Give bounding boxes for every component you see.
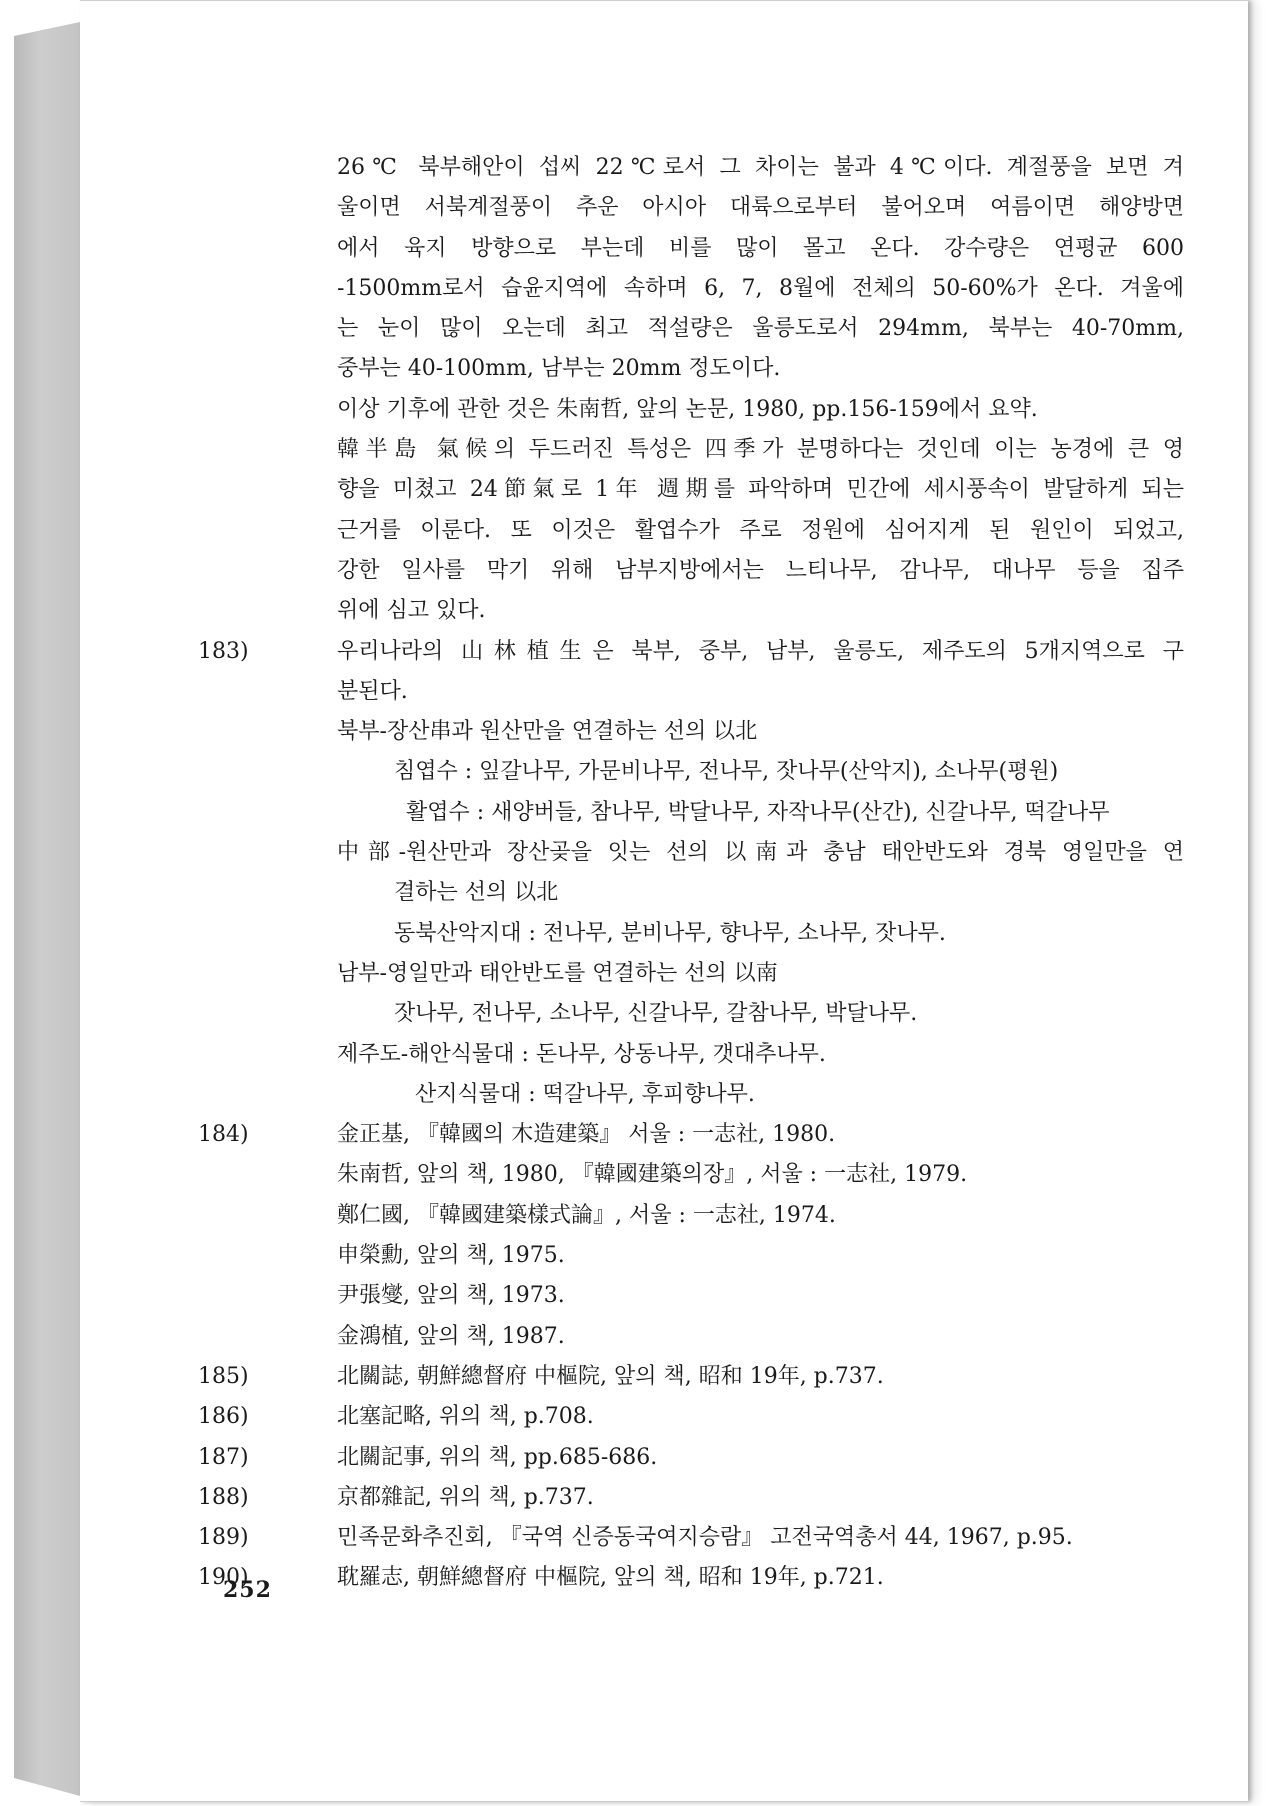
line-text: 위에 심고 있다. [337,598,486,624]
line-text: 北塞記略, 위의 책, p.708. [337,1404,594,1430]
line-text: 활엽수 : 새양버들, 참나무, 박달나무, 자작나무(산간), 신갈나무, 떡갈나무 [406,799,1110,825]
line-text: 결하는 선의 以北 [394,880,559,906]
text-line [198,833,1188,873]
line-text: 尹張燮, 앞의 책, 1973. [337,1283,565,1309]
line-text: 제주도-해안식물대 : 돈나무, 상동나무, 갯대추나무. [337,1041,826,1067]
footnote-number: 185) [198,1363,249,1389]
text-line [198,752,1188,792]
book-spine [14,22,80,1796]
line-text: 申榮勳, 앞의 책, 1975. [337,1243,565,1269]
line-text: 분된다. [337,678,408,704]
line-text: 韓半島 氣候의 두드러진 특성은 四季가 분명하다는 것인데 이는 농경에 큰 영 [337,437,1184,463]
line-text: 침엽수 : 잎갈나무, 가문비나무, 전나무, 잣나무(산악지), 소나무(평원) [394,759,1059,785]
footnote-number: 184) [198,1122,249,1148]
text-line [198,309,1188,349]
footnote-line [198,1478,1188,1518]
footnote-line [198,1518,1188,1558]
footnote-line [198,1397,1188,1437]
text-line [198,914,1188,954]
text-line [198,954,1188,994]
text-line [198,349,1188,389]
line-text: 耽羅志, 朝鮮總督府 中樞院, 앞의 책, 昭和 19年, p.721. [337,1565,884,1591]
footnote-line [198,1357,1188,1397]
line-text: 北關誌, 朝鮮總督府 中樞院, 앞의 책, 昭和 19年, p.737. [337,1363,884,1389]
line-text: 민족문화추진회, 『국역 신증동국여지승람』 고전국역총서 44, 1967, p.95. [337,1525,1073,1551]
text-line [198,672,1188,712]
footnote-number: 190) [198,1565,249,1591]
line-text: 향을 미쳤고 24節氣로 1年 週期를 파악하며 민간에 세시풍속이 발달하게 되는 [337,477,1184,503]
footnote-line [198,1115,1188,1155]
line-text: 金鴻植, 앞의 책, 1987. [337,1323,565,1349]
line-text: 우리나라의 山林植生은 북부, 중부, 남부, 울릉도, 제주도의 5개지역으로 구 [337,638,1184,664]
text-line [198,1317,1188,1357]
line-text: 강한 일사를 막기 위해 남부지방에서는 느티나무, 감나무, 대나무 등을 집주 [337,557,1184,583]
text-line [198,591,1188,631]
line-text: 북부-장산串과 원산만을 연결하는 선의 以北 [337,719,758,745]
footnote-number: 189) [198,1525,249,1551]
text-line [198,1075,1188,1115]
line-text: 근거를 이룬다. 또 이것은 활엽수가 주로 정원에 심어지게 된 원인이 되었고, [337,517,1184,543]
line-text: 동북산악지대 : 전나무, 분비나무, 향나무, 소나무, 잣나무. [394,920,946,946]
line-text: 잣나무, 전나무, 소나무, 신갈나무, 갈참나무, 박달나무. [394,1001,918,1027]
text-line [198,430,1188,470]
line-text: 에서 육지 방향으로 부는데 비를 많이 몰고 온다. 강수량은 연평균 600 [337,235,1184,261]
line-text: 朱南哲, 앞의 책, 1980, 『韓國建築의장』, 서울 : 一志社, 1979. [337,1162,968,1188]
line-text: 京都雜記, 위의 책, p.737. [337,1484,594,1510]
text-line [198,269,1188,309]
line-text: 남부-영일만과 태안반도를 연결하는 선의 以南 [337,960,778,986]
line-text: 鄭仁國, 『韓國建築樣式論』, 서울 : 一志社, 1974. [337,1202,836,1228]
text-line [198,390,1188,430]
line-text: 울이면 서북계절풍이 추운 아시아 대륙으로부터 불어오며 여름이면 해양방면 [337,195,1184,221]
line-text: 산지식물대 : 떡갈나무, 후피향나무. [415,1081,755,1107]
line-text: 中部-원산만과 장산곶을 잇는 선의 以南과 충남 태안반도와 경북 영일만을 연 [337,840,1184,866]
text-line [198,873,1188,913]
footnote-number: 186) [198,1404,249,1430]
text-line [198,470,1188,510]
text-line [198,511,1188,551]
footnote-number: 183) [198,638,249,664]
text-line [198,188,1188,228]
text-line [198,1236,1188,1276]
footnote-number: 187) [198,1444,249,1470]
page-number: 252 [223,1577,272,1603]
line-text: -1500mm로서 습윤지역에 속하며 6, 7, 8월에 전체의 50-60%가 온다. 겨울에 [337,275,1184,301]
text-line [198,148,1188,188]
text-line [198,1035,1188,1075]
text-line [198,1155,1188,1195]
text-line [198,793,1188,833]
line-text: 중부는 40-100mm, 남부는 20mm 정도이다. [337,356,781,382]
line-text: 이상 기후에 관한 것은 朱南哲, 앞의 논문, 1980, pp.156-159에서 요약. [337,396,1038,422]
line-text: 26℃ 북부해안이 섭씨 22℃로서 그 차이는 불과 4℃이다. 계절풍을 보면 겨 [337,155,1184,180]
text-line [198,994,1188,1034]
footnote-line [198,1558,1188,1598]
text-line [198,551,1188,591]
footnote-number: 188) [198,1484,249,1510]
line-text: 는 눈이 많이 오는데 최고 적설량은 울릉도로서 294mm, 북부는 40-70mm, [337,316,1184,342]
text-line [198,1196,1188,1236]
book-page [80,0,1248,1802]
line-text: 北關記事, 위의 책, pp.685-686. [337,1444,658,1470]
line-text: 金正基, 『韓國의 木造建築』 서울 : 一志社, 1980. [337,1122,836,1148]
footnote-line [198,1438,1188,1478]
footnote-line [198,632,1188,672]
text-line [198,229,1188,269]
page-text-body [198,148,1188,1599]
text-line [198,712,1188,752]
text-line [198,1276,1188,1316]
